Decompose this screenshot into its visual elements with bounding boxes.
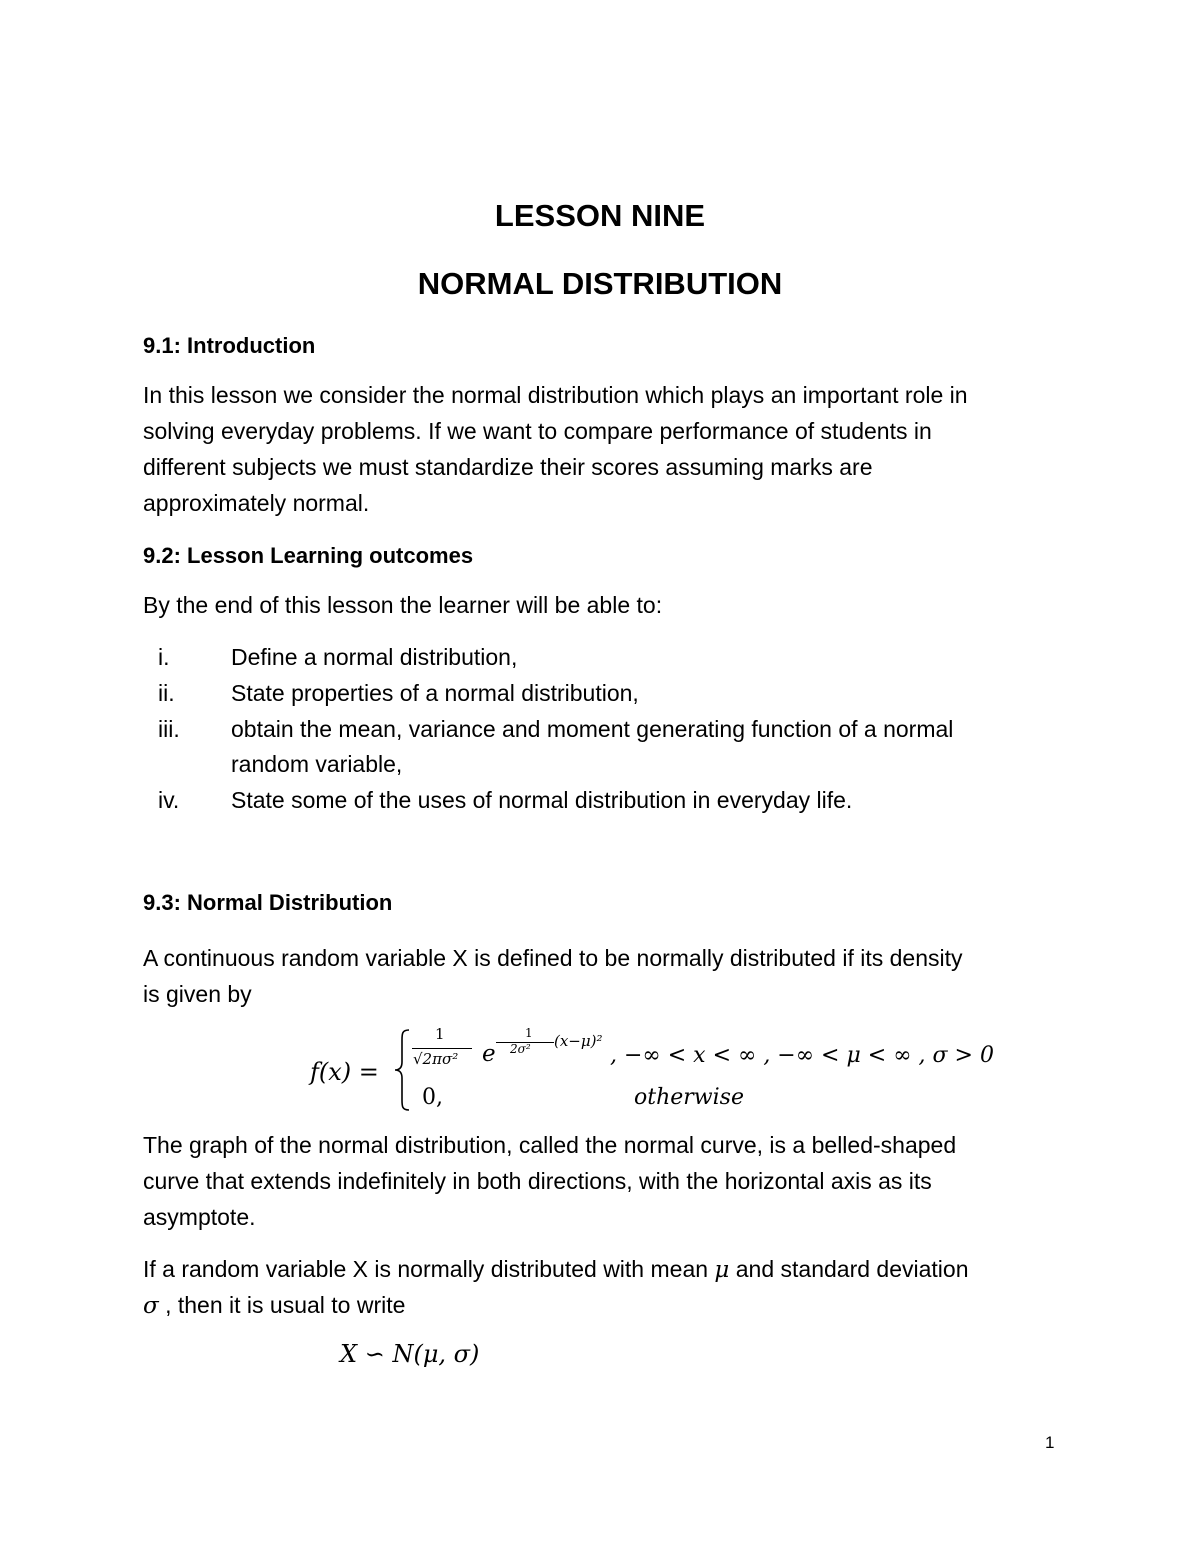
mean-sd-text-a: If a random variable X is normally distributed with mean [143,1256,715,1282]
formula-exp-rest: (x−μ)² [554,1032,603,1050]
formula-numerator: 1 [435,1025,445,1043]
list-item-number: ii. [158,680,175,706]
intro-line-4: approximately normal. [143,490,370,516]
mean-sd-line-1 [143,1251,969,1288]
formula-brace [393,1028,413,1112]
formula-lhs: f(x) = [310,1058,379,1086]
sigma-symbol: σ [143,1293,159,1319]
section-heading-outcomes: 9.2: Lesson Learning outcomes [143,543,474,568]
definition-line-1: A continuous random variable X is defined to be normally distributed if its density [143,945,963,971]
lesson-title: LESSON NINE [494,198,706,233]
section-heading-normal-distribution: 9.3: Normal Distribution [143,890,393,915]
intro-line-3: different subjects we must standardize their scores assuming marks are [143,454,873,480]
section-heading-introduction: 9.1: Introduction [143,333,316,358]
list-item-number: iii. [158,716,180,742]
distribution-notation: X ∽ N(μ, σ) [340,1340,480,1368]
list-item-text: State properties of a normal distribution, [231,680,639,706]
page-number: 1 [1045,1433,1055,1452]
curve-line-3: asymptote. [143,1204,256,1230]
mu-symbol: μ [714,1257,730,1283]
list-item-text: Define a normal distribution, [231,644,518,670]
mean-sd-line-2 [143,1287,405,1324]
topic-title: NORMAL DISTRIBUTION [417,266,783,301]
formula-fraction-bar [412,1048,472,1049]
outcomes-intro: By the end of this lesson the learner will be able to: [143,592,663,618]
mean-sd-text-c: , then it is usual to write [158,1292,406,1318]
intro-line-2: solving everyday problems. If we want to compare performance of students in [143,418,932,444]
list-item-number: iv. [158,787,180,813]
curve-line-1: The graph of the normal distribution, called the normal curve, is a belled-shaped [143,1132,957,1158]
list-item-text: State some of the uses of normal distribution in everyday life. [231,787,853,813]
formula-otherwise: otherwise [634,1085,744,1110]
definition-line-2: is given by [143,981,252,1007]
formula-denominator: √2πσ² [413,1050,459,1068]
list-item-text-continued: random variable, [231,751,403,777]
mean-sd-text-b: and standard deviation [729,1256,969,1282]
formula-exp-denominator: 2σ² [510,1042,531,1056]
list-item-number: i. [158,644,170,670]
curve-line-2: curve that extends indefinitely in both directions, with the horizontal axis as its [143,1168,932,1194]
formula-exp-base: e [482,1041,496,1067]
formula-exp-numerator: 1 [525,1026,533,1040]
formula-condition: , −∞ < x < ∞ , −∞ < μ < ∞ , σ > 0 [610,1043,994,1068]
intro-line-1: In this lesson we consider the normal distribution which plays an important role in [143,382,968,408]
formula-zero-case: 0, [422,1085,443,1110]
list-item-text: obtain the mean, variance and moment generating function of a normal [231,716,954,742]
